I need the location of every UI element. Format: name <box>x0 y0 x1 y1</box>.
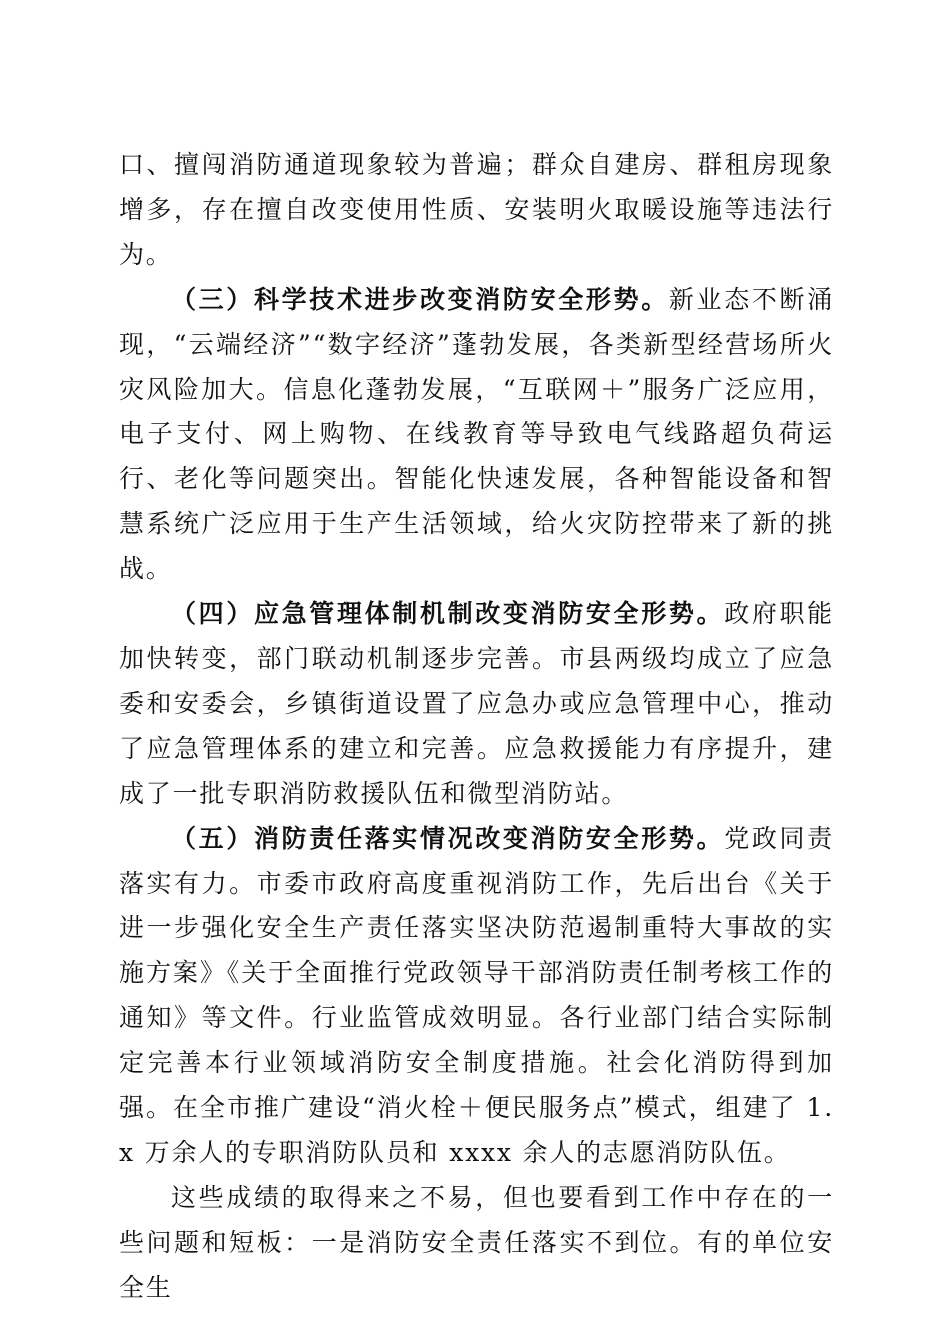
section-heading-5: （五）消防责任落实情况改变消防安全形势。 <box>171 823 725 853</box>
section-heading-4: （四）应急管理体制机制改变消防安全形势。 <box>171 599 725 629</box>
paragraph-section-5 <box>119 817 834 1176</box>
paragraph-problems <box>119 1176 834 1311</box>
paragraph-continuation <box>119 143 834 278</box>
paragraph-text: 政府职能加快转变，部门联动机制逐步完善。市县两级均成立了应急委和安委会，乡镇街道设置了应急办或应急管理中心，推动了应急管理体系的建立和完善。应急救援能力有序提升，建成了一批专职消防救援队伍和微型消防站。 <box>119 599 834 808</box>
paragraph-section-3 <box>119 278 834 592</box>
section-heading-3: （三）科学技术进步改变消防安全形势。 <box>171 284 669 314</box>
document-body <box>119 143 834 1311</box>
paragraph-section-4 <box>119 592 834 817</box>
paragraph-text: 口、擅闯消防通道现象较为普遍；群众自建房、群租房现象增多，存在擅自改变使用性质、安装明火取暖设施等违法行为。 <box>119 150 834 269</box>
paragraph-text: 党政同责落实有力。市委市政府高度重视消防工作，先后出台《关于进一步强化安全生产责任落实坚决防范遏制重特大事故的实施方案》《关于全面推行党政领导干部消防责任制考核工作的通知》等文件。行业监管成效明显。各行业部门结合实际制定完善本行业领域消防安全制度措施。社会化消防得到加强。在全市推广建设“消火栓＋便民服务点”模式，组建了 1.x 万余人的专职消防队员和 xxxx 余人的志愿消防队伍。 <box>119 823 834 1167</box>
paragraph-text: 新业态不断涌现，“云端经济”“数字经济”蓬勃发展，各类新型经营场所火灾风险加大。信息化蓬勃发展，“互联网＋”服务广泛应用，电子支付、网上购物、在线教育等导致电气线路超负荷运行、老化等问题突出。智能化快速发展，各种智能设备和智慧系统广泛应用于生产生活领域，给火灾防控带来了新的挑战。 <box>119 284 834 584</box>
paragraph-text: 这些成绩的取得来之不易，但也要看到工作中存在的一些问题和短板：一是消防安全责任落实不到位。有的单位安全生 <box>119 1182 834 1302</box>
